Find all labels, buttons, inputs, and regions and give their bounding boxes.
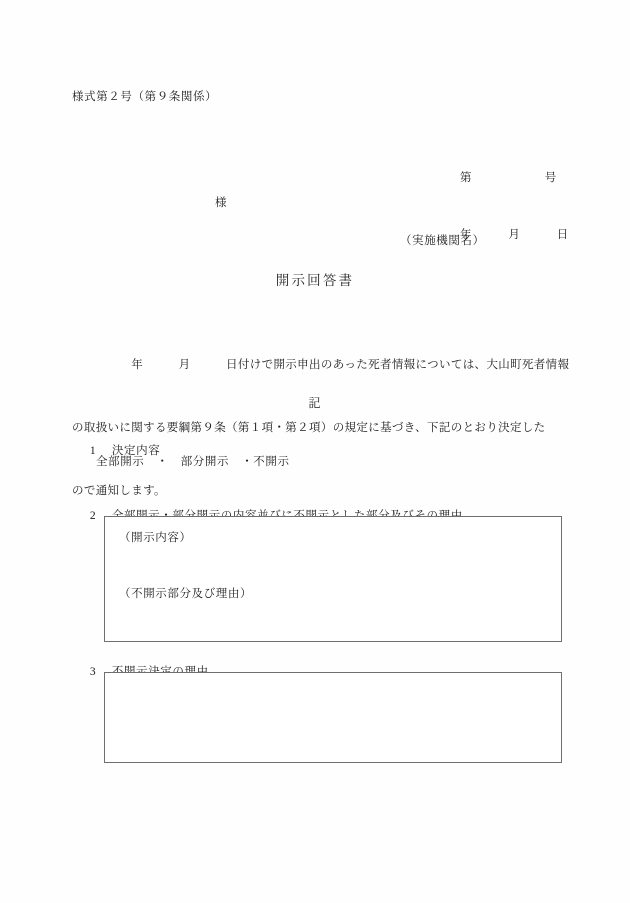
section-1-number: 1	[89, 444, 97, 457]
disclosure-content-label: （開示内容）	[119, 532, 192, 544]
nondisclosure-reason-box[interactable]	[104, 672, 562, 763]
document-meta	[460, 131, 569, 283]
form-number: 様式第２号（第９条関係）	[72, 91, 218, 103]
section-3-number: 3	[89, 665, 97, 678]
issuing-authority-name: （実施機関名）	[400, 235, 485, 247]
disclosure-content-box[interactable]	[104, 516, 562, 642]
document-number-line: 第 号	[460, 172, 557, 184]
nondisclosure-part-reason-label: （不開示部分及び理由）	[119, 588, 253, 600]
page-title: 開示回答書	[275, 273, 355, 288]
decision-options[interactable]: 全部開示 ・ 部分開示 ・不開示	[96, 456, 290, 468]
ki-marker: 記	[308, 396, 322, 410]
section-2-number: 2	[89, 509, 97, 522]
body-line-2: の取扱いに関する要綱第９条（第１項・第２項）の規定に基づき、下記のとおり決定した	[72, 422, 546, 434]
section-1-label: 決定内容	[111, 444, 161, 457]
body-line-1: 年 月 日付けで開示申出のあった死者情報については、大山町死者情報	[72, 359, 570, 371]
addressee-honorific: 様	[215, 197, 228, 209]
document-date-line: 年 月 日	[460, 229, 569, 241]
body-line-3: ので通知します。	[72, 485, 166, 497]
